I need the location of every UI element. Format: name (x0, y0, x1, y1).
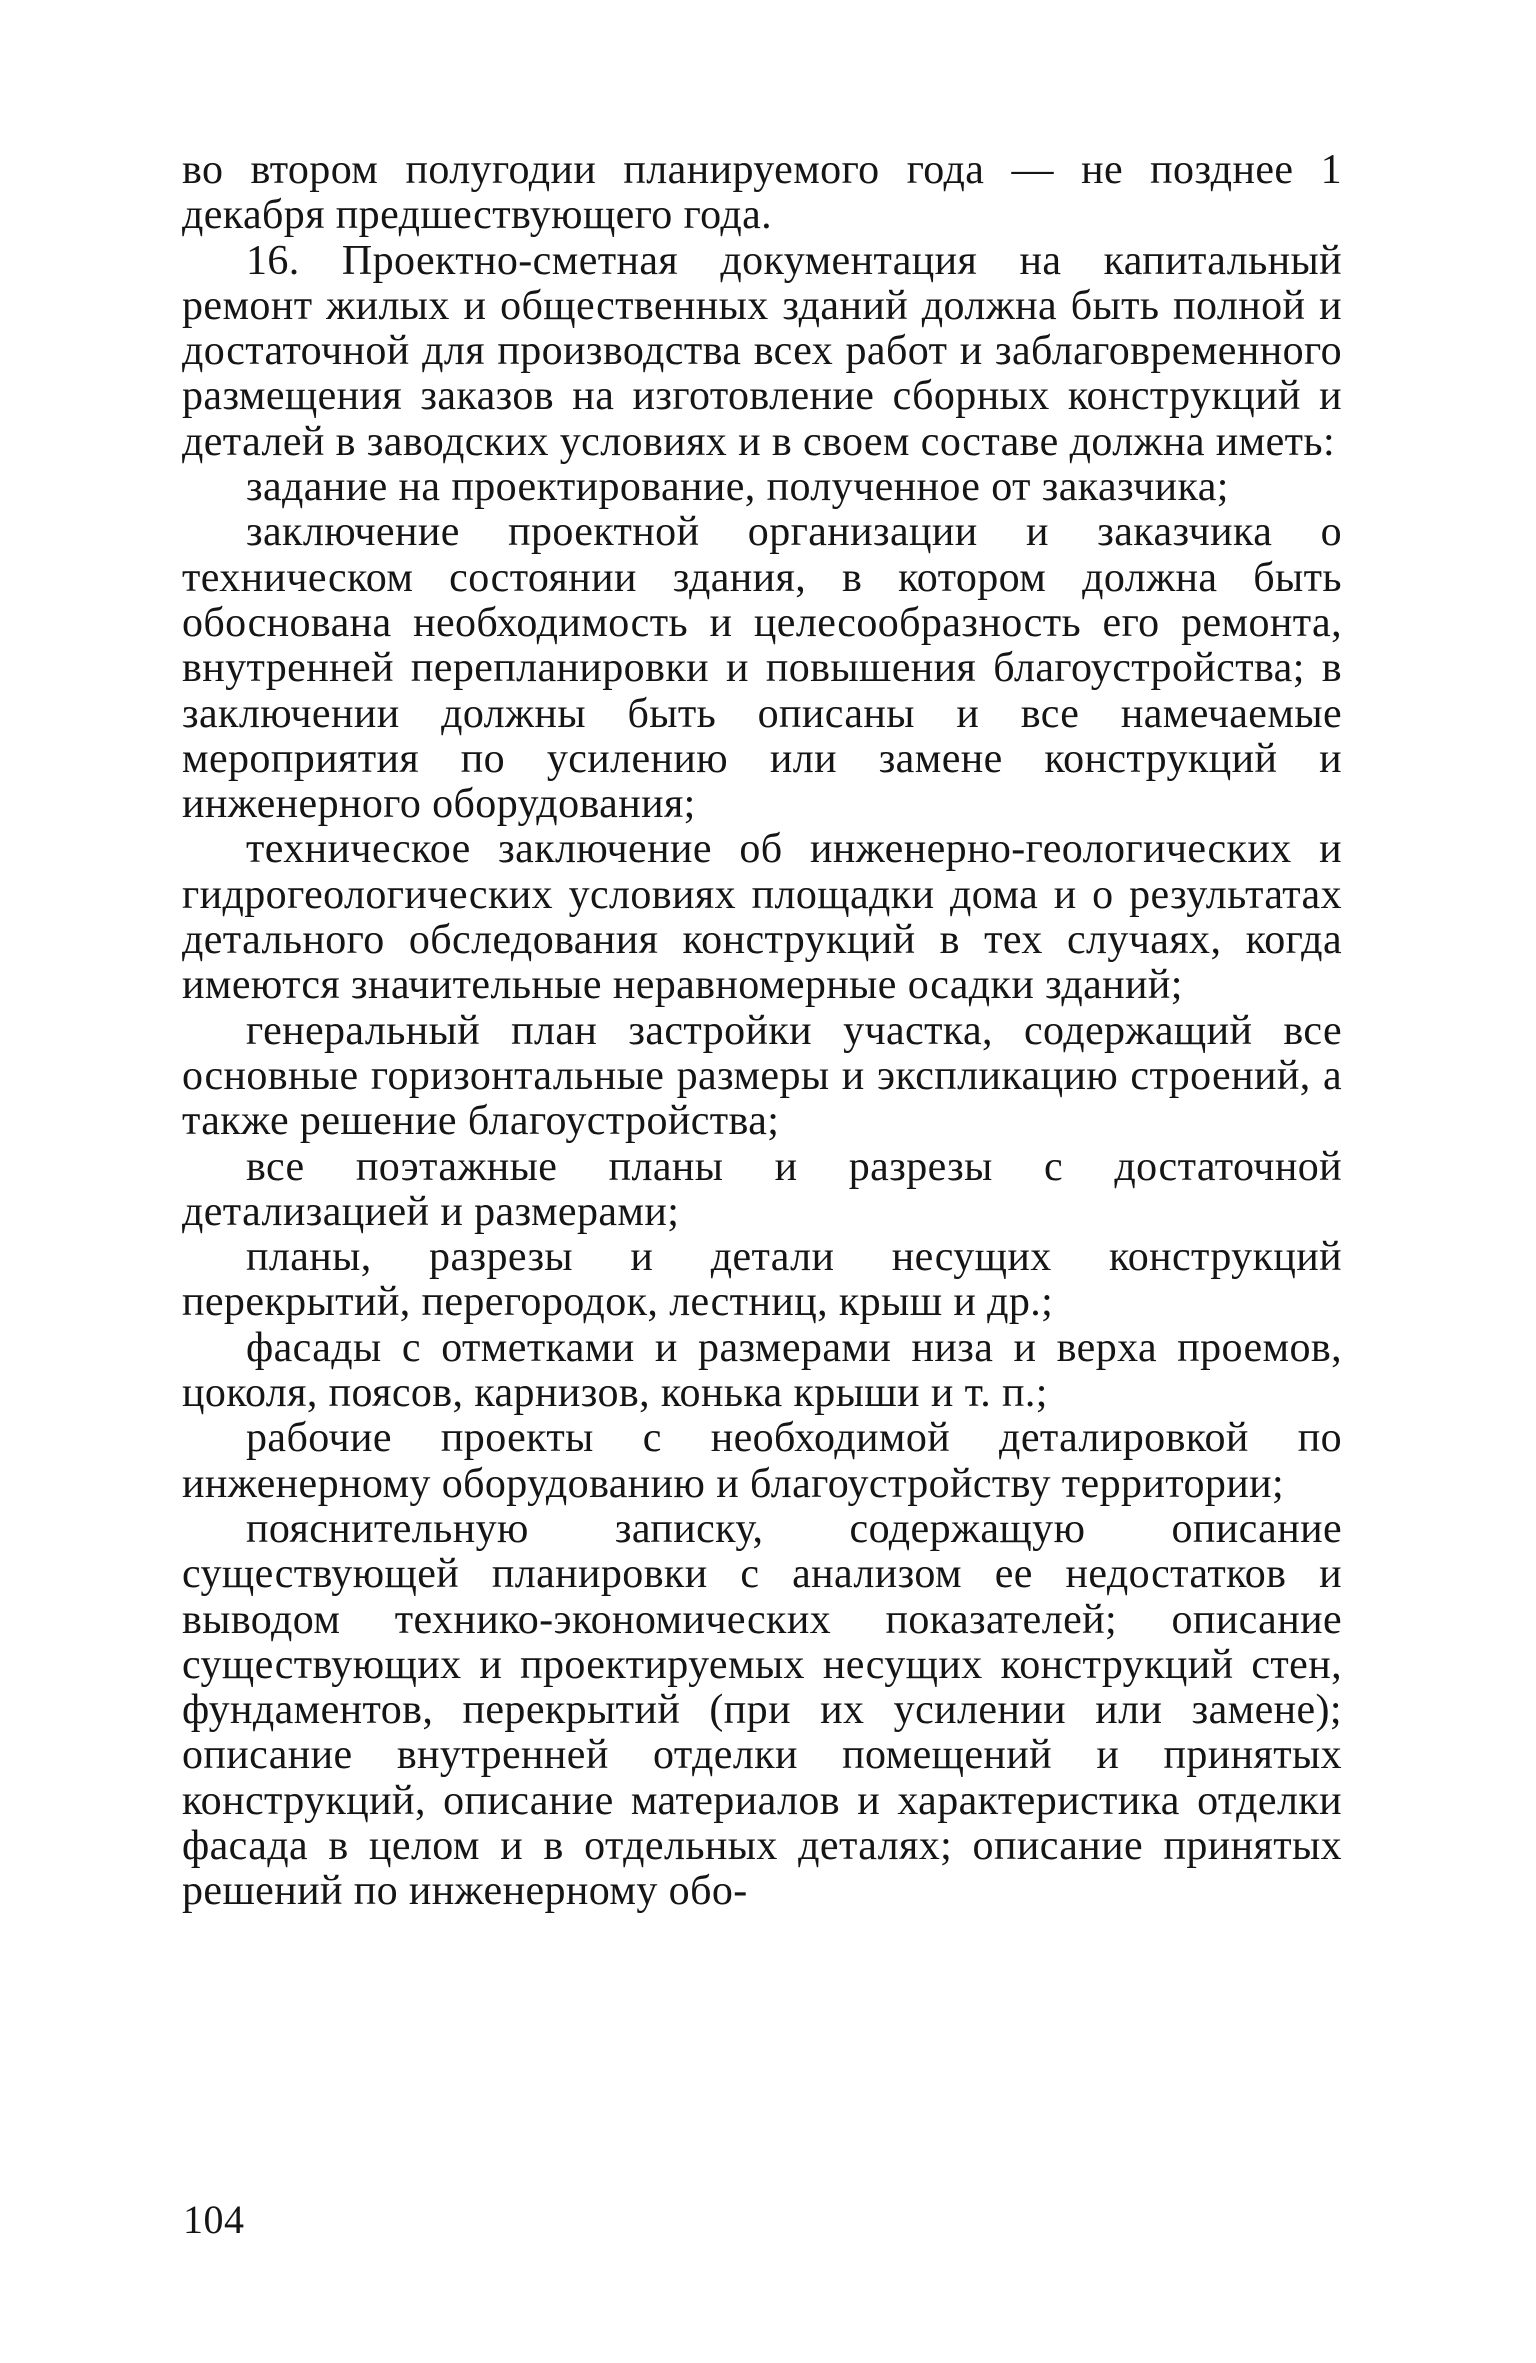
paragraph-continuation: во втором полугодии планируемого года — не позднее 1 декабря предшествующего года. (182, 147, 1342, 239)
list-item: задание на проектирование, полученное от заказчика; (246, 464, 1229, 511)
list-item: рабочие проекты с необходимой деталировкой по инженерному оборудованию и благоустройству территории; (182, 1415, 1342, 1507)
paragraph-item-16: 16. Проектно-сметная документация на капитальный ремонт жилых и общественных зданий должна быть полной и достаточной для производства всех работ и заблаговременного размещения заказов на изготовление сборных конструкций и деталей в заводских условиях и в своем составе должна иметь: (182, 237, 1342, 465)
list-item: заключение проектной организации и заказчика о техническом состоянии здания, в котором должна быть обоснована необходимость и целесообразность его ремонта, внутренней перепланировки и повышения благоустройства; в заключении должны быть описаны и все намечаемые мероприятия по усилению или замене конструкций и инженерного оборудования; (182, 509, 1342, 828)
page-number: 104 (183, 2197, 245, 2242)
list-item: генеральный план застройки участка, содержащий все основные горизонтальные размеры и экспликацию строений, а также решение благоустройства; (182, 1007, 1342, 1145)
list-item: фасады с отметками и размерами низа и верха проемов, цоколя, поясов, карнизов, конька крыши и т. п.; (182, 1324, 1342, 1417)
list-item: все поэтажные планы и разрезы с достаточной детализацией и размерами; (182, 1143, 1342, 1235)
list-item: планы, разрезы и детали несущих конструкций перекрытий, перегородок, лестниц, крыш и др.; (182, 1234, 1342, 1326)
page-body (182, 148, 1342, 1915)
list-item: техническое заключение об инженерно-геологических и гидрогеологических условиях площадки дома и о результатах детального обследования конструкций в тех случаях, когда имеются значительные неравномерные осадки зданий; (182, 826, 1342, 1009)
list-item: пояснительную записку, содержащую описание существующей планировки с анализом ее недостатков и выводом технико-экономических показателей; описание существующих и проектируемых несущих конструкций стен, фундаментов, перекрытий (при их усилении или замене); описание внутренней отделки помещений и принятых конструкций, описание материалов и характеристика отделки фасада в целом и в отдельных деталях; описание принятых решений по инженерному обо- (182, 1505, 1342, 1915)
